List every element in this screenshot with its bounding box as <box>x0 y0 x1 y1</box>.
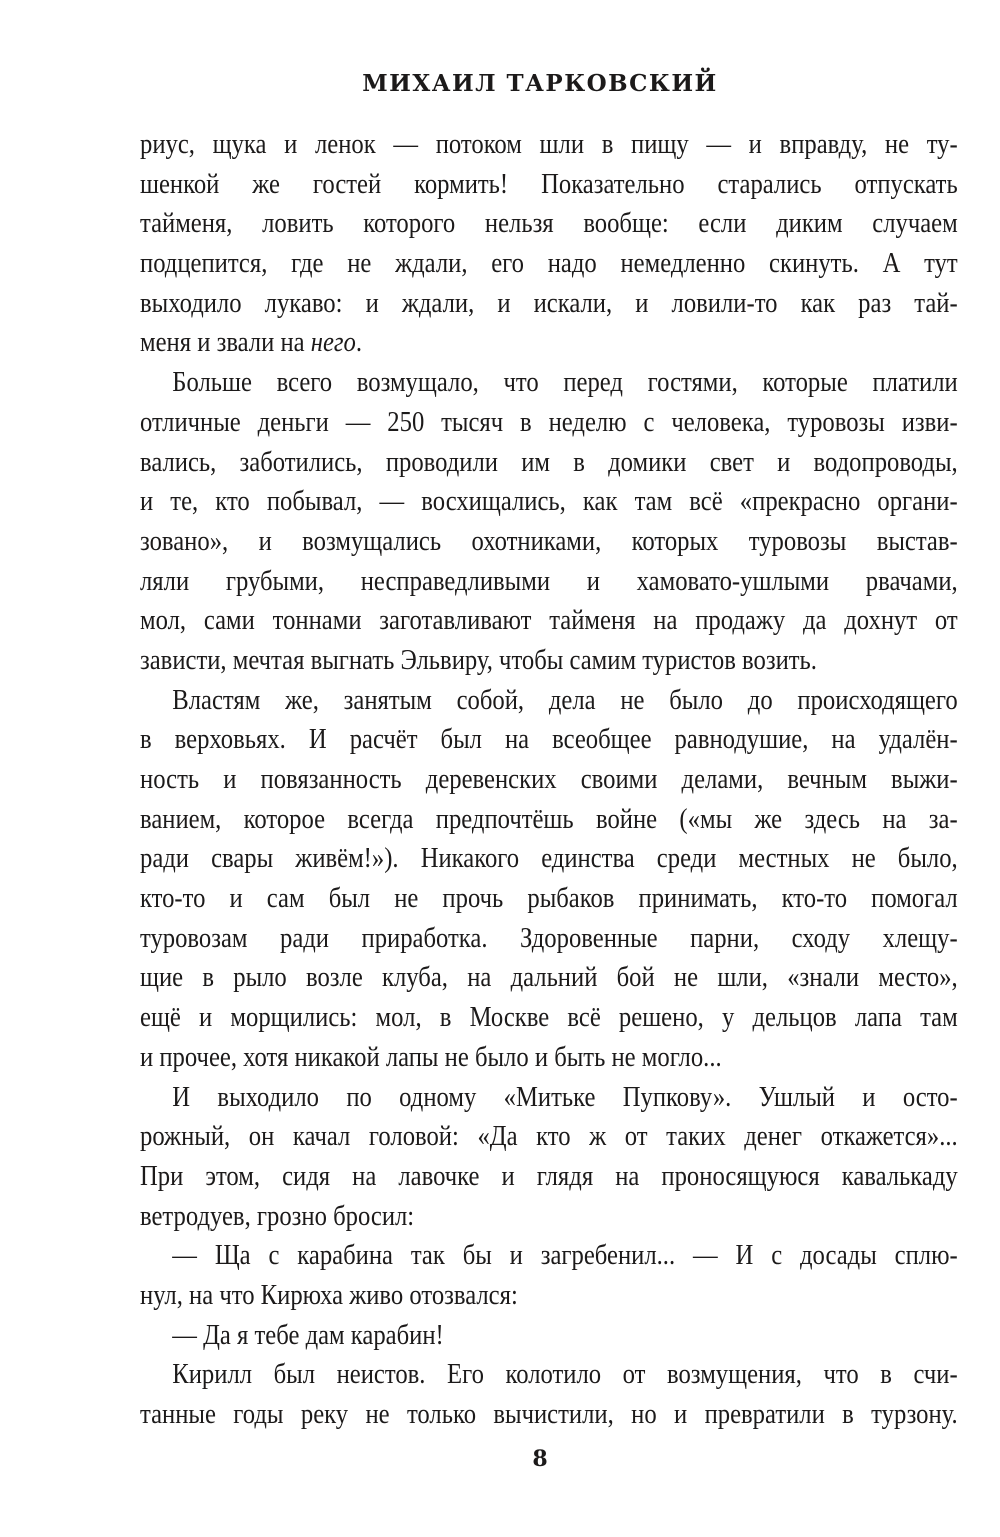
text-line: вались, заботились, проводили им в домики свет и водопроводы, <box>140 445 958 478</box>
text-run: меня и звали на <box>140 326 311 359</box>
text-line: танные годы реку не только вычистили, но и превратили в турзону. <box>140 1398 958 1430</box>
text-line: ляли грубыми, несправедливыми и хамовато-ушлыми рвачами, <box>140 564 958 597</box>
text-line: и те, кто побывал, — восхищались, как там всё «прекрасно органи- <box>140 485 958 518</box>
text-line: И выходило по одному «Митьке Пупкову». Ушлый и осто- <box>172 1080 958 1113</box>
text-line: ради свары живём!»). Никакого единства среди местных не было, <box>140 842 958 875</box>
body-text <box>140 125 958 1435</box>
text-line: отличные деньги — 250 тысяч в неделю с человека, туровозы изви- <box>140 405 958 438</box>
text-line: туровозам ради приработка. Здоровенные парни, сходу хлещу- <box>140 921 958 954</box>
text-line: тайменя, ловить которого нельзя вообще: если диким случаем <box>140 207 958 240</box>
text-line: ветродуев, грозно бросил: <box>140 1199 415 1232</box>
text-line: подцепится, где не ждали, его надо немедленно скинуть. А тут <box>140 247 958 280</box>
text-line: риус, щука и ленок — потоком шли в пищу — и вправду, не ту- <box>140 128 958 160</box>
italic-word: него <box>310 326 356 359</box>
text-line: шенкой же гостей кормить! Показательно старались отпускать <box>140 167 958 200</box>
text-line: мол, сами тоннами заготавливают тайменя на продажу да дохнут от <box>140 604 958 637</box>
text-line: — Ща с карабина так бы и загребенил... — И с досады сплю- <box>172 1239 958 1272</box>
text-line <box>140 323 958 363</box>
text-line: Властям же, занятым собой, дела не было до происходящего <box>172 683 958 716</box>
running-header-author: МИХАИЛ ТАРКОВСКИЙ <box>362 70 718 97</box>
page-number: 8 <box>532 1446 548 1472</box>
text-line: рожный, он качал головой: «Да кто ж от таких денег откажется»... <box>140 1120 958 1153</box>
text-line: нул, на что Кирюха живо отозвался: <box>140 1278 518 1311</box>
text-line: ещё и морщились: мол, в Москве всё решено, у дельцов лапа там <box>140 1001 958 1034</box>
text-line: зависти, мечтая выгнать Эльвиру, чтобы самим туристов возить. <box>140 643 817 676</box>
text-line: выходило лукаво: и ждали, и искали, и ловили-то как раз тай- <box>140 286 958 319</box>
text-run: . <box>355 326 363 359</box>
text-line: в верховьях. И расчёт был на всеобщее равнодушие, на удалён- <box>140 723 958 756</box>
text-line: зовано», и возмущались охотниками, которых туровозы выстав- <box>140 524 958 557</box>
text-line: — Да я тебе дам карабин! <box>172 1318 444 1351</box>
text-line: Кирилл был неистов. Его колотило от возмущения, что в счи- <box>172 1358 958 1391</box>
text-line: и прочее, хотя никакой лапы не было и быть не могло... <box>140 1040 722 1073</box>
text-line: щие в рыло возле клуба, на дальний бой не шли, «знали место», <box>140 961 958 994</box>
text-line: При этом, сидя на лавочке и глядя на проносящуюся кавалькаду <box>140 1159 958 1192</box>
text-line: Больше всего возмущало, что перед гостями, которые платили <box>172 366 958 399</box>
text-line: ванием, которое всегда предпочтёшь войне («мы же здесь на за- <box>140 802 958 835</box>
text-line: ность и повязанность деревенских своими делами, вечным выжи- <box>140 763 958 795</box>
text-line: кто-то и сам был не прочь рыбаков принимать, кто-то помогал <box>140 882 958 915</box>
